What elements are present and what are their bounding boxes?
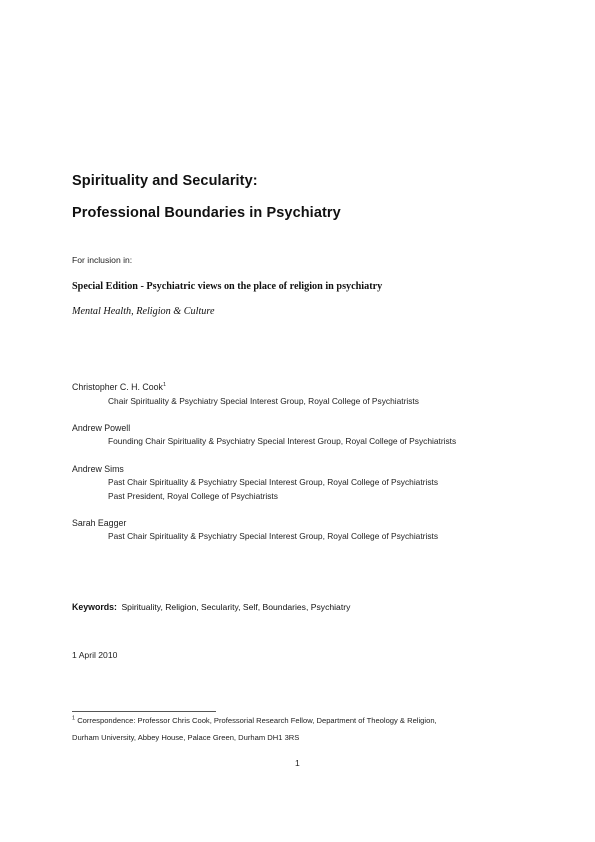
author-name-text: Christopher C. H. Cook [72, 382, 163, 392]
title-line-2: Professional Boundaries in Psychiatry [72, 205, 341, 221]
author-name: Andrew Powell [72, 423, 131, 433]
author-role: Founding Chair Spirituality & Psychiatry Special Interest Group, Royal College of Psychiatrists [108, 436, 457, 446]
inclusion-label: For inclusion in: [72, 255, 133, 265]
document-date: 1 April 2010 [72, 650, 118, 660]
author-role: Past Chair Spirituality & Psychiatry Special Interest Group, Royal College of Psychiatrists [108, 531, 439, 541]
author-name [72, 382, 166, 392]
footnote-line-2: Durham University, Abbey House, Palace Green, Durham DH1 3RS [72, 733, 300, 742]
footnote-mark: 1 [162, 382, 166, 389]
footnote-line-1 [72, 716, 437, 725]
keywords-label: Keywords: [72, 602, 117, 612]
author-role: Past Chair Spirituality & Psychiatry Special Interest Group, Royal College of Psychiatrists [108, 477, 439, 487]
special-edition-title: Special Edition - Psychiatric views on the place of religion in psychiatry [72, 281, 383, 292]
footnote-rule [72, 711, 216, 712]
author-name: Sarah Eagger [72, 518, 127, 528]
footnote-text: Correspondence: Professor Chris Cook, Professorial Research Fellow, Department of Theology & Religion, [77, 716, 437, 725]
keywords [72, 597, 350, 615]
author-name: Andrew Sims [72, 464, 124, 474]
journal-name: Mental Health, Religion & Culture [72, 306, 215, 317]
footnote-number: 1 [72, 715, 76, 722]
author-role: Past President, Royal College of Psychiatrists [108, 491, 278, 501]
author-role: Chair Spirituality & Psychiatry Special Interest Group, Royal College of Psychiatrists [108, 396, 419, 406]
keywords-list: Spirituality, Religion, Secularity, Self, Boundaries, Psychiatry [121, 602, 351, 612]
page-number: 1 [295, 758, 300, 768]
title-line-1: Spirituality and Secularity: [72, 173, 258, 189]
